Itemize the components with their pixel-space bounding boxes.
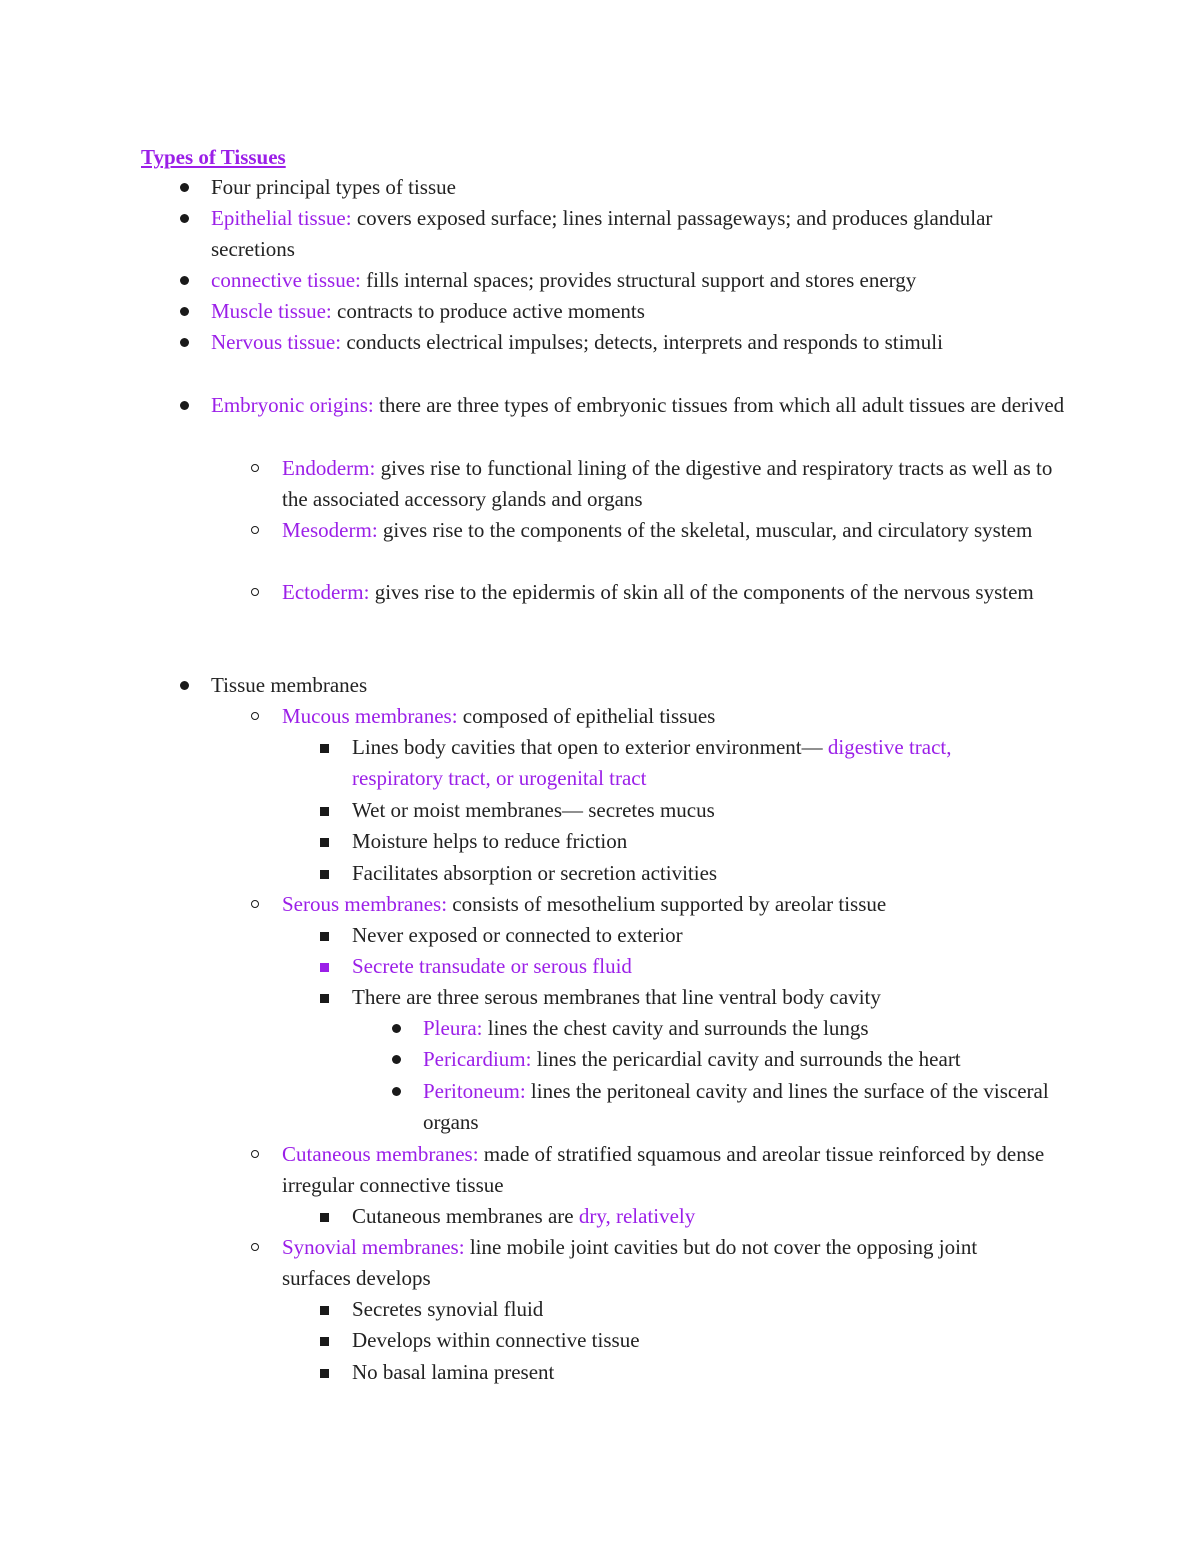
list-item: Secrete transudate or serous fluid [352,951,1072,982]
term: Embryonic origins: [211,393,374,417]
bullet-ring-icon [247,701,267,732]
term: Muscle tissue: [211,299,332,323]
bullet-ring-icon [247,515,267,546]
bullet-dot-icon [388,1076,408,1107]
term: Synovial membranes: [282,1235,465,1259]
list-item: Epithelial tissue: covers exposed surface; lines internal passageways; and produces glandular secretions [211,203,1041,265]
bullet-dot-icon [176,296,196,327]
list-item: No basal lamina present [352,1357,1072,1388]
list-item: Lines body cavities that open to exterior environment— digestive tract, respiratory tract, or urogenital tract [352,732,1042,794]
list-item: Tissue membranes [211,670,1071,701]
bullet-square-icon [316,920,336,951]
term: Pleura: [423,1016,483,1040]
bullet-ring-icon [247,1139,267,1170]
list-item: Mucous membranes: composed of epithelial tissues [282,701,1072,732]
bullet-square-icon [316,1201,336,1232]
list-item: Cutaneous membranes are dry, relatively [352,1201,1072,1232]
list-item: There are three serous membranes that line ventral body cavity [352,982,1072,1013]
bullet-ring-icon [247,577,267,608]
term: Pericardium: [423,1047,532,1071]
bullet-square-icon [316,1294,336,1325]
list-item: Develops within connective tissue [352,1325,1072,1356]
bullet-dot-icon [388,1044,408,1075]
bullet-ring-icon [247,1232,267,1263]
list-item: Endoderm: gives rise to functional lining of the digestive and respiratory tracts as well as to the associated accessory glands and organs [282,453,1072,515]
term: Ectoderm: [282,580,370,604]
bullet-dot-icon [176,390,196,421]
bullet-square-icon [316,795,336,826]
list-item: Never exposed or connected to exterior [352,920,1072,951]
term: Nervous tissue: [211,330,342,354]
bullet-dot-icon [176,327,196,358]
list-item: Mesoderm: gives rise to the components of the skeletal, muscular, and circulatory system [282,515,1072,546]
list-item: Pericardium: lines the pericardial cavity and surrounds the heart [423,1044,1083,1075]
bullet-dot-icon [176,203,196,234]
bullet-dot-icon [176,670,196,701]
bullet-square-icon [316,826,336,857]
bullet-square-icon [316,1325,336,1356]
list-item: Synovial membranes: line mobile joint cavities but do not cover the opposing joint surfaces develops [282,1232,1042,1294]
list-item: Wet or moist membranes— secretes mucus [352,795,1072,826]
bullet-square-icon [316,858,336,889]
term: Cutaneous membranes: [282,1142,479,1166]
list-item: Embryonic origins: there are three types of embryonic tissues from which all adult tissues are derived [211,390,1071,421]
term: dry, relatively [578,1204,696,1228]
list-item: Ectoderm: gives rise to the epidermis of skin all of the components of the nervous system [282,577,1072,608]
list-item: Serous membranes: consists of mesothelium supported by areolar tissue [282,889,1072,920]
bullet-dot-icon [388,1013,408,1044]
term: Serous membranes: [282,892,448,916]
term: Endoderm: [282,456,376,480]
bullet-ring-icon [247,889,267,920]
bullet-dot-icon [176,265,196,296]
list-item: Secretes synovial fluid [352,1294,1072,1325]
bullet-square-icon [316,1357,336,1388]
bullet-square-icon [316,951,336,982]
list-item: connective tissue: fills internal spaces; provides structural support and stores energy [211,265,1071,296]
bullet-square-icon [316,732,336,763]
list-item: Muscle tissue: contracts to produce active moments [211,296,1071,327]
bullet-ring-icon [247,453,267,484]
bullet-dot-icon [176,172,196,203]
list-item: Facilitates absorption or secretion activities [352,858,1072,889]
list-item: Moisture helps to reduce friction [352,826,1072,857]
list-item: Cutaneous membranes: made of stratified squamous and areolar tissue reinforced by dense irregular connective tissue [282,1139,1072,1201]
term: Peritoneum: [423,1079,526,1103]
page-title: Types of Tissues [141,145,286,169]
term: Mesoderm: [282,518,378,542]
list-item: Nervous tissue: conducts electrical impulses; detects, interprets and responds to stimuli [211,327,1091,358]
term: digestive tract, respiratory tract, or urogenital tract [352,735,952,790]
term: Epithelial tissue: [211,206,352,230]
list-item: Peritoneum: lines the peritoneal cavity and lines the surface of the visceral organs [423,1076,1063,1138]
list-item: Four principal types of tissue [211,172,1071,203]
term: Mucous membranes: [282,704,458,728]
list-item: Pleura: lines the chest cavity and surrounds the lungs [423,1013,1083,1044]
term: connective tissue: [211,268,361,292]
bullet-square-icon [316,982,336,1013]
